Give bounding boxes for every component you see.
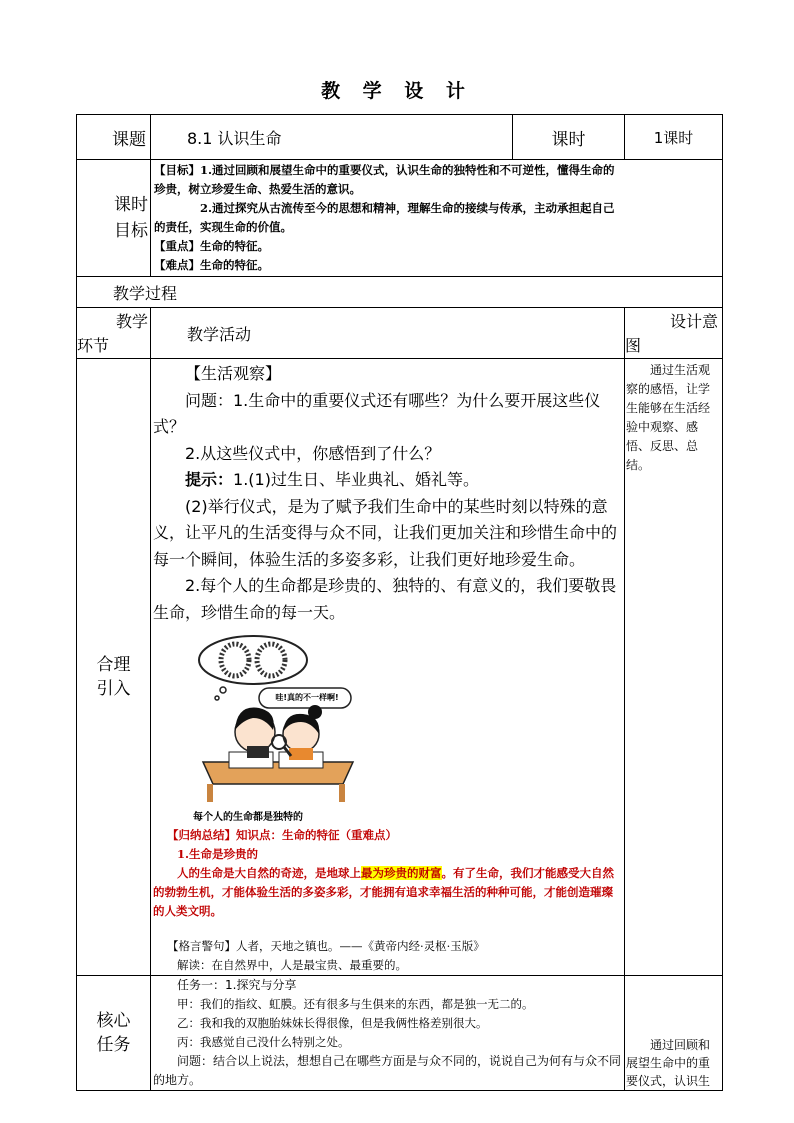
activity-header: 教学活动 [151,308,625,359]
bubble-text: 哇!真的不一样啊! [275,693,339,702]
intro-stage-line1: 合理 [96,655,131,675]
intent-header-line1: 设计意 [669,312,718,331]
goals-content [151,160,723,277]
core-stage [77,976,151,1091]
hint-1-text: 1.(1)过生日、毕业典礼、婚礼等。 [233,470,479,489]
goals-label [77,160,151,277]
intent-header-line2: 图 [625,336,642,355]
cartoon-caption: 每个人的生命都是独特的 [193,812,303,823]
fingerprint-cartoon-icon [193,634,363,804]
intro-content [151,359,625,976]
lesson-plan-table [76,114,723,1091]
stage-header-line1: 教学 [115,312,148,331]
hours-value: 1课时 [625,115,723,160]
stage-header-line2: 环节 [77,336,110,355]
goals-label-line1: 课时 [114,195,148,215]
hours-label: 课时 [513,115,625,160]
task-title: 任务一：1.探究与分享 [177,978,297,992]
quote: 【格言警句】人者，天地之镇也。——《黄帝内经·灵枢·玉版》 [167,939,485,953]
core-row [77,976,723,1091]
core-content [151,976,625,1091]
doc-title: 教 学 设 计 [321,80,473,102]
core-stage-line1: 核心 [96,1011,131,1031]
core-stage-line2: 任务 [96,1035,131,1055]
goals-row [77,160,723,277]
intro-heading: 【生活观察】 [185,364,282,383]
intro-hint-3: 2.每个人的生命都是珍贵的、独特的、有意义的，我们要敬畏生命，珍惜生命的每一天。 [153,576,617,622]
process-label: 教学过程 [77,277,723,308]
point-text-a: 人的生命是大自然的奇迹，是地球上 [177,866,361,880]
task-question: 问题：结合以上说法，想想自己在哪些方面是与众不同的，说说自己为何有与众不同的地方。 [153,1054,622,1087]
intro-hint-1 [153,467,622,494]
intro-hint-2: (2)举行仪式，是为了赋予我们生命中的某些时刻以特殊的意义，让平凡的生活变得与众不同，让我们更加关注和珍惜生命中的每一个瞬间，体验生活的多姿多彩，让我们更好地珍爱生命。 [153,496,618,569]
task-bing: 丙：我感觉自己没什么特别之处。 [177,1035,350,1049]
intro-row [77,359,723,976]
intro-intent [625,359,723,976]
goal-line-3: 2.通过探究从古流传至今的思想和精神，理解生命的接续与传承，主动承担起自己 [200,201,615,215]
core-intent-text: 通过回顾和展望生命中的重要仪式，认识生 [626,1038,711,1088]
quote-explain: 解读：在自然界中，人是最宝贵、最重要的。 [177,958,407,972]
point-highlight: 最为珍贵的财富 [361,866,442,880]
stage-header [77,308,151,359]
goals-label-line2: 目标 [114,221,148,241]
hint-label: 提示： [185,470,234,489]
key-point: 【重点】生命的特征。 [154,239,269,253]
task-jia: 甲：我们的指纹、虹膜。还有很多与生俱来的东西，都是独一无二的。 [177,997,534,1011]
intro-stage [77,359,151,976]
topic-row [77,115,723,160]
topic-label: 课题 [77,115,151,160]
cartoon-illustration [193,634,363,804]
intro-intent-text: 通过生活观察的感悟，让学生能够在生活经验中观察、感悟、反思、总结。 [626,363,711,472]
intro-stage-line2: 引入 [96,679,131,699]
point-title: 1.生命是珍贵的 [177,847,259,861]
topic-value: 8.1 认识生命 [151,115,513,160]
column-header-row [77,308,723,359]
point-text-b: 。有了生命，我们才能感受大自然的勃勃生机，才能体验生活的多姿多彩，才能拥有追求幸福生活的种种可能，才能创造璀璨的人类文明。 [153,866,614,918]
difficult-point: 【难点】生命的特征。 [154,258,269,272]
intro-question-1: 问题：1.生命中的重要仪式还有哪些？为什么要开展这些仪式？ [153,390,601,436]
goal-line-1: 【目标】1.通过回顾和展望生命中的重要仪式，认识生命的独特性和不可逆性，懂得生命的 [154,163,615,177]
intent-header [625,308,723,359]
task-yi: 乙：我和我的双胞胎妹妹长得很像，但是我俩性格差别很大。 [177,1016,488,1030]
intro-question-2: 2.从这些仪式中，你感悟到了什么？ [185,443,441,463]
process-row [77,277,723,308]
goal-line-2: 珍贵，树立珍爱生命、热爱生活的意识。 [154,182,361,196]
summary-heading: 【归纳总结】知识点：生命的特征（重难点） [167,828,397,842]
core-intent [625,976,723,1091]
goal-line-4: 的责任，实现生命的价值。 [154,220,292,234]
point-text [153,864,622,921]
